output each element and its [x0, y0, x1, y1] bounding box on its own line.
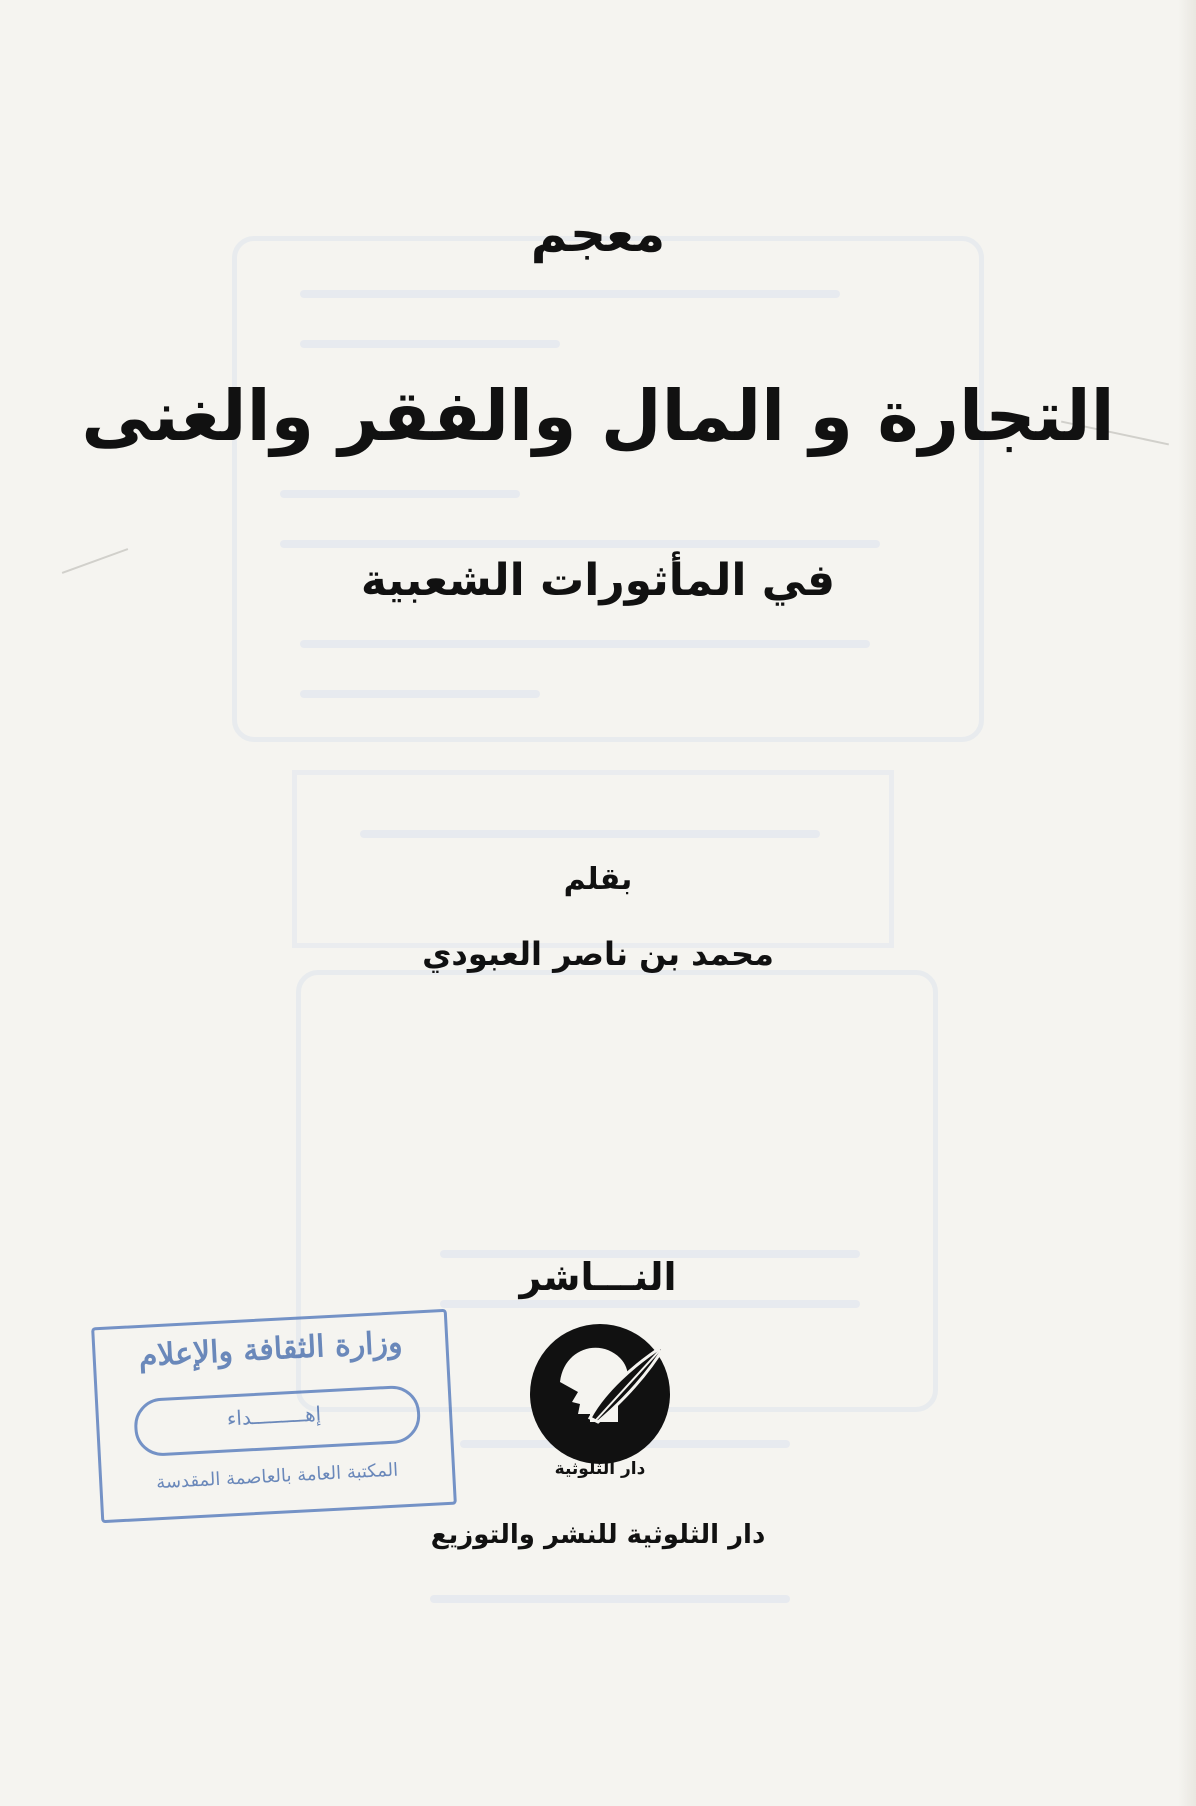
stamp-gift-text: إهـــــــــداء: [226, 1401, 322, 1431]
publisher-label: النـــاشر: [519, 1255, 677, 1299]
bleed-through-text-line: [300, 640, 870, 648]
subtitle: في المأثورات الشعبية: [360, 555, 836, 606]
bleed-through-text-line: [300, 290, 840, 298]
title-line-2: التجارة و المال والفقر والغنى: [81, 375, 1115, 457]
bleed-through-text-line: [280, 490, 520, 498]
bleed-through-frame-middle: [292, 770, 894, 948]
bleed-through-text-line: [430, 1595, 790, 1603]
author-name: محمد بن ناصر العبودي: [422, 935, 774, 973]
library-stamp: [91, 1309, 457, 1523]
stamp-ministry-text: وزارة الثقافة والإعلام: [137, 1325, 404, 1374]
bleed-through-text-line: [300, 340, 560, 348]
stamp-library-text: المكتبة العامة بالعاصمة المقدسة: [155, 1459, 399, 1494]
logo-text: دار الثلوثية: [554, 1459, 646, 1478]
bleed-through-text-line: [440, 1300, 860, 1308]
bleed-through-text-line: [360, 830, 820, 838]
bleed-through-text-line: [300, 690, 540, 698]
title-line-1: معجم: [530, 205, 666, 263]
publisher-name: دار الثلوثية للنشر والتوزيع: [430, 1520, 766, 1550]
by-label: بقلم: [563, 862, 633, 897]
bleed-through-text-line: [280, 540, 880, 548]
quill-head-logo-icon: [520, 1318, 680, 1478]
bleed-through-panel-top: [232, 236, 984, 742]
